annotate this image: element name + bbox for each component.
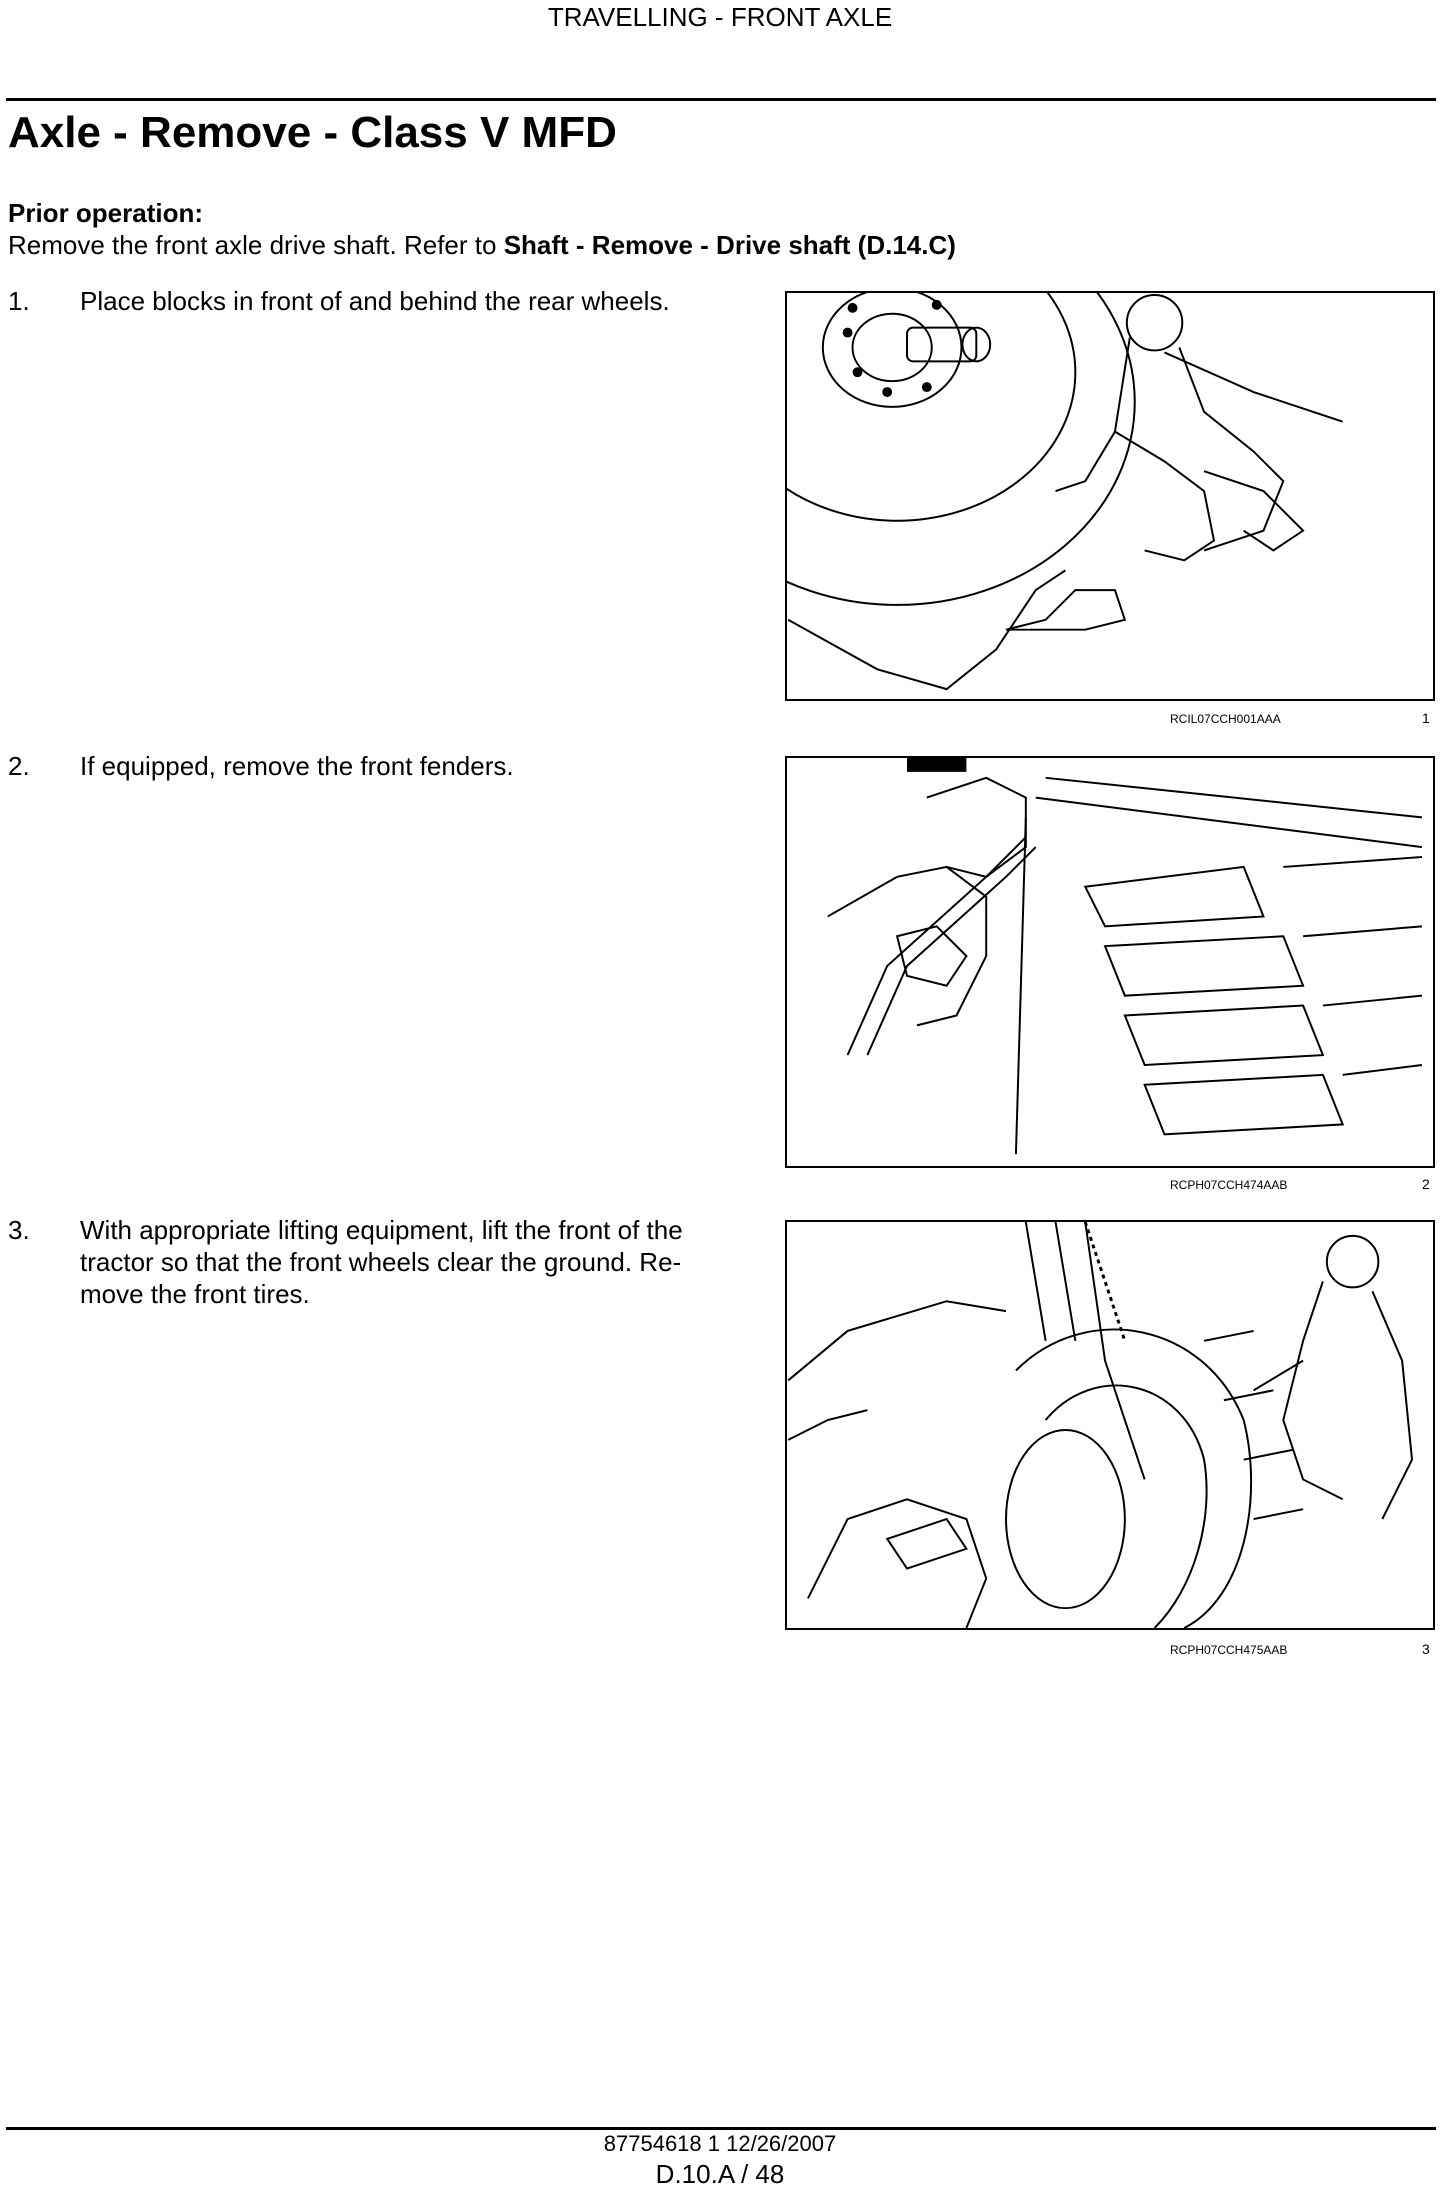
prior-operation-label: Prior operation: [8, 198, 204, 228]
figure-3-code: RCPH07CCH475AAB [1170, 1643, 1288, 1657]
tire-lifting-illustration [787, 1222, 1433, 1628]
footer-doc-code: 87754618 1 12/26/2007 [603, 2131, 837, 2156]
figure-1-code: RCIL07CCH001AAA [1170, 712, 1281, 726]
step-2-line-1: If equipped, remove the front fenders. [80, 751, 514, 781]
figure-2-code: RCPH07CCH474AAB [1170, 1178, 1288, 1192]
figure-3-number: 3 [1422, 1641, 1430, 1657]
prior-operation-reference-link[interactable]: Shaft - Remove - Drive shaft (D.14.C) [503, 230, 956, 260]
footer-divider [6, 2127, 1436, 2130]
prior-operation-sentence: Remove the front axle drive shaft. Refer to [8, 230, 504, 260]
step-3-number: 3. [8, 1215, 30, 1245]
figure-2 [785, 756, 1435, 1168]
step-2-number: 2. [8, 751, 30, 781]
step-3-text [80, 1214, 730, 1310]
prior-operation-text [8, 230, 956, 261]
fender-removal-illustration [787, 758, 1433, 1166]
footer-page-reference: D.10.A / 48 [655, 2159, 785, 2189]
step-2-text [80, 750, 730, 782]
step-3-line-1: With appropriate lifting equipment, lift the front of the [80, 1215, 683, 1245]
section-title: TRAVELLING - FRONT AXLE [547, 2, 893, 32]
step-1-line-1: Place blocks in front of and behind the rear wheels. [80, 286, 670, 316]
page-title: Axle - Remove - Class V MFD [8, 108, 617, 157]
step-1-text [80, 285, 730, 317]
figure-3 [785, 1220, 1435, 1630]
step-3-line-3: move the front tires. [80, 1279, 310, 1309]
step-3-line-2: tractor so that the front wheels clear the ground. Re- [80, 1247, 682, 1277]
figure-1-number: 1 [1422, 710, 1430, 726]
figure-1 [785, 291, 1435, 701]
figure-2-number: 2 [1422, 1176, 1430, 1192]
step-1-number: 1. [8, 286, 30, 316]
header-divider [6, 98, 1436, 101]
wheel-chock-illustration [787, 293, 1433, 699]
